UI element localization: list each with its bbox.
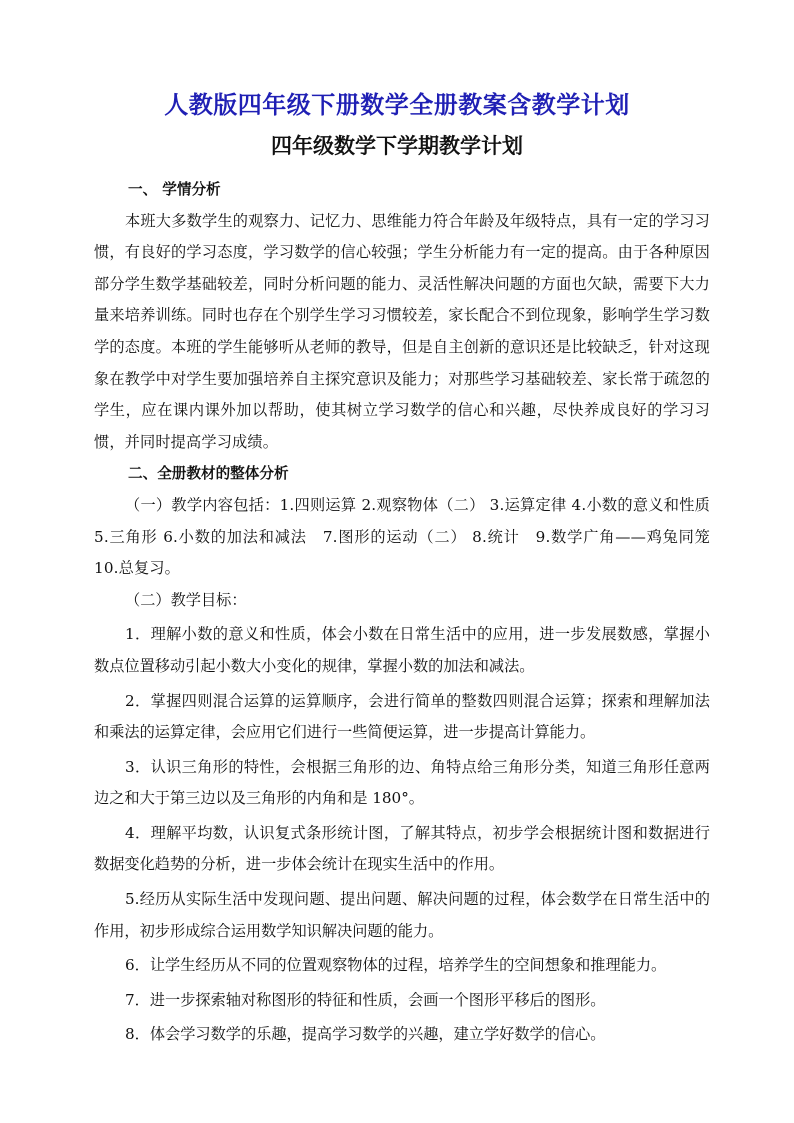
goal-item-4: 4．理解平均数，认识复式条形统计图，了解其特点，初步学会根据统计图和数据进行数据变化趋势的分析，进一步体会统计在现实生活中的作用。 bbox=[94, 823, 710, 874]
teaching-content-paragraph: （一）教学内容包括：1.四则运算 2.观察物体（二） 3.运算定律 4.小数的意义和性质 5.三角形 6.小数的加法和减法 7.图形的运动（二） 8.统计 9.数学广角——鸡兔同笼 10.总复习。 bbox=[94, 495, 710, 578]
analysis-paragraph: 本班大多数学生的观察力、记忆力、思维能力符合年龄及年级特点，具有一定的学习习惯，有良好的学习态度，学习数学的信心较强；学生分析能力有一定的提高。由于各种原因部分学生数学基础较差，同时分析问题的能力、灵活性解决问题的方面也欠缺，需要下大力量来培养训练。同时也存在个别学生学习习惯较差，家长配合不到位现象，影响学生学习数学的态度。本班的学生能够听从老师的教导，但是自主创新的意识还是比较缺乏，针对这现象在教学中对学生要加强培养自主探究意识及能力；对那些学习基础较差、家长常于疏忽的学生，应在课内课外加以帮助，使其树立学习数学的信心和兴趣，尽快养成良好的学习习惯，并同时提高学习成绩。 bbox=[94, 211, 710, 451]
teaching-goals-label: （二）教学目标： bbox=[125, 590, 247, 609]
goal-item-6: 6．让学生经历从不同的位置观察物体的过程，培养学生的空间想象和推理能力。 bbox=[125, 956, 667, 975]
section-heading-textbook: 二、全册教材的整体分析 bbox=[128, 465, 289, 483]
goal-item-1: 1．理解小数的意义和性质，体会小数在日常生活中的应用，进一步发展数感，掌握小数点位置移动引起小数大小变化的规律，掌握小数的加法和减法。 bbox=[94, 625, 710, 675]
goal-item-8: 8．体会学习数学的乐趣，提高学习数学的兴趣，建立学好数学的信心。 bbox=[125, 1025, 606, 1044]
goal-item-5: 5.经历从实际生活中发现问题、提出问题、解决问题的过程，体会数学在日常生活中的作用，初步形成综合运用数学知识解决问题的能力。 bbox=[94, 890, 710, 940]
goal-item-2: 2．掌握四则混合运算的运算顺序，会进行简单的整数四则混合运算；探索和理解加法和乘法的运算定律，会应用它们进行一些简便运算，进一步提高计算能力。 bbox=[94, 691, 710, 742]
section-heading-analysis: 一、 学情分析 bbox=[128, 181, 221, 198]
document-body bbox=[94, 174, 710, 1051]
goal-item-7: 7．进一步探索轴对称图形的特征和性质，会画一个图形平移后的图形。 bbox=[125, 990, 606, 1009]
document-title: 人教版四年级下册数学全册教案含教学计划 bbox=[164, 91, 630, 119]
document-subtitle: 四年级数学下学期教学计划 bbox=[271, 133, 523, 158]
goal-item-3: 3．认识三角形的特性，会根据三角形的边、角特点给三角形分类，知道三角形任意两边之和大于第三边以及三角形的内角和是 180°。 bbox=[94, 757, 710, 808]
